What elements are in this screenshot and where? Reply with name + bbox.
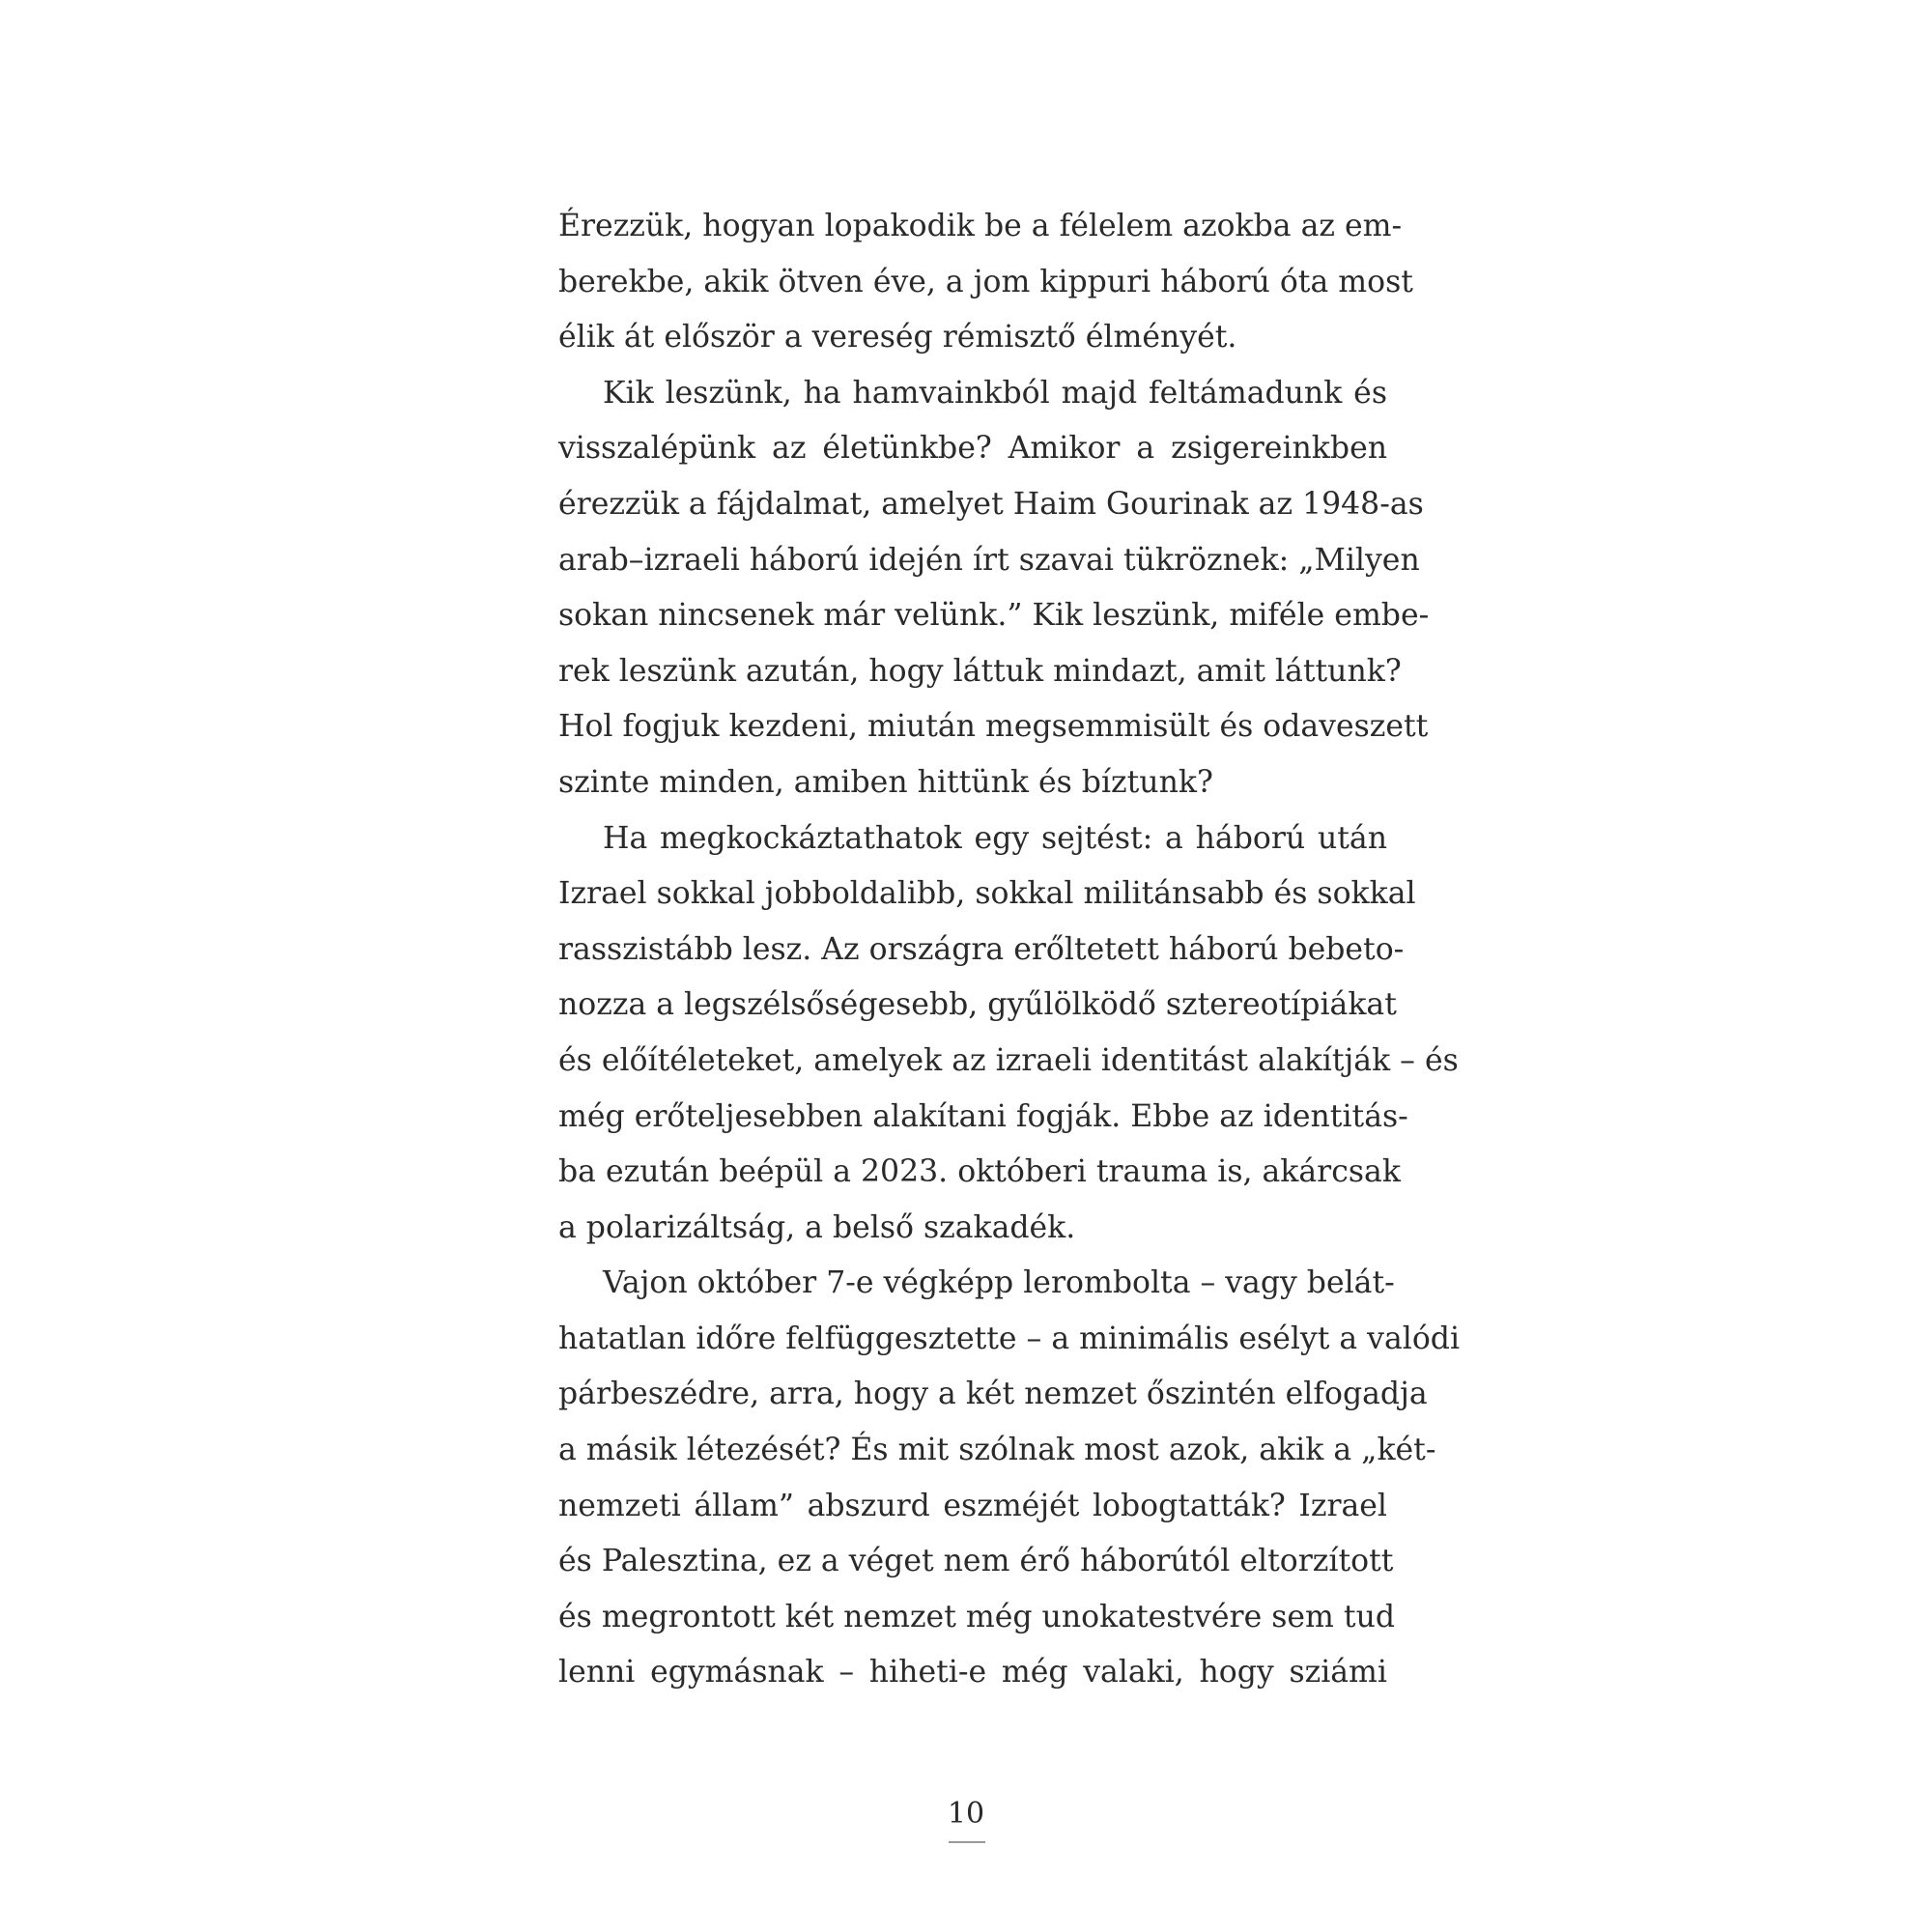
text-line: Vajon október 7-e végképp lerombolta – vagy belát- [603,1265,1395,1301]
page-number-rule [949,1841,985,1843]
text-line: Izrael sokkal jobboldalibb, sokkal militánsabb és sokkal [558,876,1416,912]
text-line: lenni egymásnak – hiheti-e még valaki, hogy sziámi [558,1655,1387,1690]
text-line: Kik leszünk, ha hamvainkból majd feltámadunk és [603,375,1387,411]
text-line: hatatlan időre felfüggesztette – a minimális esélyt a valódi [558,1321,1461,1356]
text-line: rek leszünk azután, hogy láttuk mindazt, amit láttunk? [558,653,1402,689]
text-line: arab–izraeli háború idején írt szavai tükröznek: „Milyen [558,542,1420,578]
text-line: és előítéleteket, amelyek az izraeli identitást alakítják – és [558,1042,1459,1078]
text-line: és Palesztina, ez a véget nem érő háborútól eltorzított [558,1544,1394,1579]
text-line: Érezzük, hogyan lopakodik be a félelem azokba az em- [558,209,1403,243]
page-number: 10 [947,1797,985,1831]
text-line: Ha megkockáztathatok egy sejtést: a háború után [603,820,1387,856]
text-line: párbeszédre, arra, hogy a két nemzet őszintén elfogadja [558,1377,1428,1412]
text-line: élik át először a vereség rémisztő élményét. [558,320,1237,355]
text-line: sokan nincsenek már velünk.” Kik leszünk, miféle embe- [558,598,1430,634]
text-line: szinte minden, amiben hittünk és bíztunk? [558,764,1213,800]
text-line: visszalépünk az életünkbe? Amikor a zsigereinkben [558,431,1387,467]
text-line: nozza a legszélsőségesebb, gyűlölködő sztereotípiákat [558,987,1397,1023]
text-line: berekbe, akik ötven éve, a jom kippuri háború óta most [558,264,1413,299]
body-text [558,199,1461,1701]
text-line: Hol fogjuk kezdeni, miután megsemmisült és odaveszett [558,709,1429,745]
text-line: még erőteljesebben alakítani fogják. Ebbe az identitás- [558,1098,1408,1134]
text-line: rasszistább lesz. Az országra erőltetett háború bebeto- [558,931,1405,967]
text-line: a polarizáltság, a belső szakadék. [558,1209,1076,1245]
text-line: és megrontott két nemzet még unokatestvére sem tud [558,1599,1396,1634]
text-line: ba ezután beépül a 2023. októberi trauma is, akárcsak [558,1154,1401,1190]
text-line: a másik létezését? És mit szólnak most azok, akik a „két- [558,1433,1436,1468]
text-line: érezzük a fájdalmat, amelyet Haim Gourinak az 1948-as [558,486,1424,522]
text-line: nemzeti állam” abszurd eszméjét lobogtatták? Izrael [558,1488,1387,1523]
